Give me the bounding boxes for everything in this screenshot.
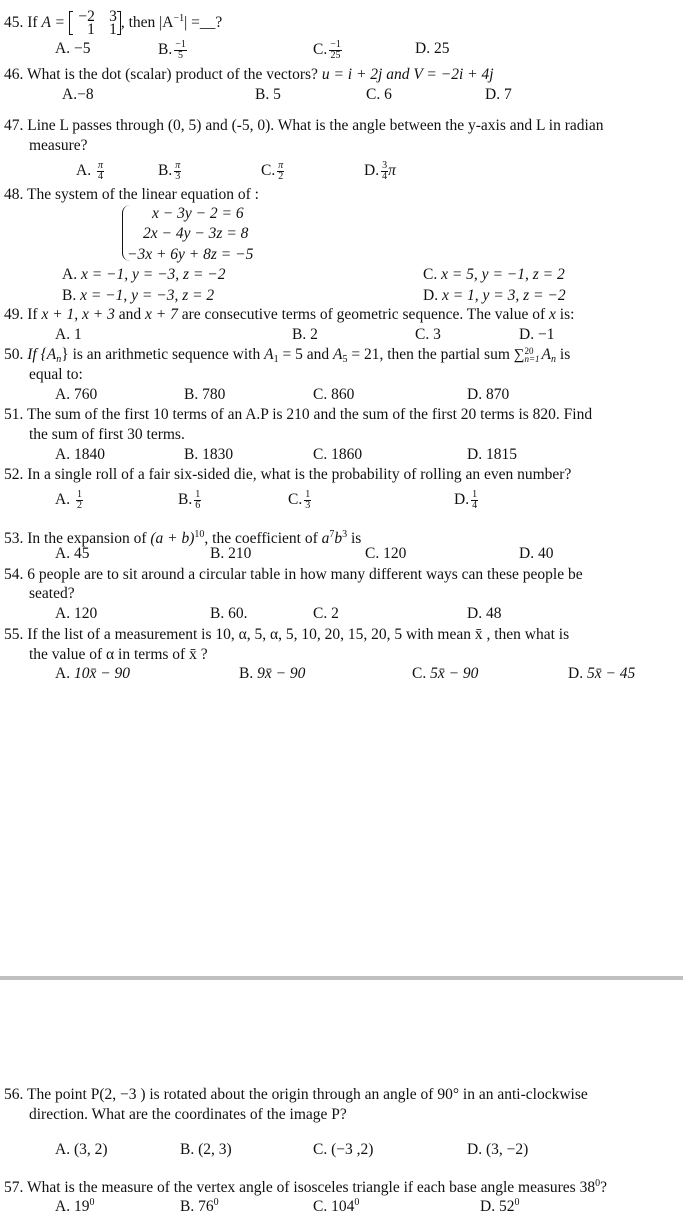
option-52-b[interactable] xyxy=(178,490,201,511)
fraction xyxy=(277,161,284,182)
option-label: B. xyxy=(180,1198,195,1215)
denominator: 2 xyxy=(76,500,82,511)
option-50-c[interactable] xyxy=(313,386,354,404)
option-label: D. xyxy=(467,605,483,622)
math-text: A xyxy=(541,346,552,363)
math-text: x + 1, x + 3 xyxy=(41,306,115,323)
option-label: B. xyxy=(158,162,173,180)
question-54-stem xyxy=(4,566,583,584)
matrix-cell: −2 xyxy=(78,8,95,26)
matrix-a xyxy=(69,8,121,39)
option-text: 6 xyxy=(384,86,392,103)
option-label: C. xyxy=(313,446,328,463)
option-label: D. xyxy=(467,446,483,463)
option-label: B. xyxy=(210,605,225,622)
option-56-d[interactable] xyxy=(467,1141,528,1159)
option-50-a[interactable] xyxy=(55,386,97,404)
question-50-stem-cont xyxy=(29,366,83,384)
stem-text: and xyxy=(118,306,142,323)
option-text: −1 xyxy=(537,326,555,343)
option-text: −8 xyxy=(77,86,94,103)
option-text: 5 xyxy=(273,86,281,103)
math-text: A xyxy=(332,346,343,363)
option-54-a[interactable] xyxy=(55,605,97,623)
option-text: 5x̄ − 45 xyxy=(586,665,636,682)
option-text: 25 xyxy=(433,40,450,57)
option-text: 60. xyxy=(228,605,248,622)
denominator: 2 xyxy=(278,171,284,182)
subscript: 1 xyxy=(273,354,279,365)
stem-text: } is an arithmetic sequence with xyxy=(61,346,261,363)
denominator: 4 xyxy=(97,171,103,182)
option-50-b[interactable] xyxy=(184,386,225,404)
sum-limits xyxy=(524,347,539,363)
fraction xyxy=(304,490,311,511)
option-label: D. xyxy=(467,386,483,403)
option-label: C. xyxy=(313,41,328,59)
fraction xyxy=(174,40,187,61)
matrix-cell: 1 xyxy=(87,21,95,39)
option-57-a[interactable] xyxy=(55,1194,94,1216)
option-text: 5x̄ − 90 xyxy=(430,665,479,682)
question-number: 55. xyxy=(4,626,24,643)
option-label: D. xyxy=(467,1141,483,1158)
fraction xyxy=(97,161,104,182)
question-number: 46. xyxy=(4,66,24,83)
numerator: π xyxy=(175,160,181,171)
denominator: 4 xyxy=(382,171,388,182)
option-label: A. xyxy=(62,86,78,103)
option-55-b[interactable] xyxy=(239,665,305,683)
denominator: 5 xyxy=(178,50,184,61)
option-label: B. xyxy=(292,326,307,343)
fraction xyxy=(174,161,181,182)
superscript: 0 xyxy=(595,1178,601,1189)
question-46-stem xyxy=(4,66,494,84)
math-text: = 21 xyxy=(351,346,380,363)
option-text: 860 xyxy=(331,386,355,403)
stem-text: The point P(2, −3 ) is rotated about the origin through an angle of 90° in an anti-clockwise xyxy=(26,1086,588,1103)
stem-text: seated? xyxy=(29,585,75,602)
option-51-c[interactable] xyxy=(313,446,362,464)
option-47-c[interactable] xyxy=(261,161,284,182)
question-47-stem xyxy=(4,117,603,135)
option-text: 120 xyxy=(73,605,98,622)
option-label: A. xyxy=(76,162,92,180)
question-55-stem-cont xyxy=(29,646,208,664)
question-50-stem xyxy=(4,346,570,369)
question-54-stem-cont xyxy=(29,585,75,603)
fraction xyxy=(194,490,201,511)
stem-text: 6 people are to sit around a circular table in how many different ways can these people be xyxy=(23,566,583,583)
stem-text: The sum of the first 10 terms of an A.P is 210 and the sum of the first 20 terms is 820. Find xyxy=(26,406,593,423)
question-number: 51. xyxy=(4,406,24,423)
option-label: D. xyxy=(423,287,439,304)
stem-text: and xyxy=(306,346,330,363)
sigma-icon: ∑ xyxy=(513,347,525,363)
option-51-a[interactable] xyxy=(55,446,105,464)
stem-text: measure? xyxy=(29,137,88,154)
option-text: 1830 xyxy=(202,446,234,463)
option-label: A. xyxy=(55,491,71,509)
option-54-b[interactable] xyxy=(210,605,247,623)
option-label: C. xyxy=(261,162,276,180)
question-56-stem xyxy=(4,1086,588,1104)
option-label: A. xyxy=(55,605,71,622)
denominator: 25 xyxy=(330,50,341,61)
option-label: C. xyxy=(313,1198,328,1215)
math-text: u = i + 2j and V = −2i + 4j xyxy=(321,66,494,83)
question-45-stem xyxy=(4,8,223,39)
subscript: 5 xyxy=(342,354,348,365)
option-47-d[interactable] xyxy=(364,161,396,182)
option-text: 9x̄ − 90 xyxy=(257,665,306,682)
option-label: A. xyxy=(55,40,71,57)
subscript: n xyxy=(56,354,62,365)
fraction xyxy=(76,490,83,511)
option-label: C. xyxy=(423,266,438,283)
subscript: n xyxy=(551,354,557,365)
stem-text: the value of α in terms of x̄ ? xyxy=(29,646,208,663)
equation-3: −3x + 6y + 8z = −5 xyxy=(127,246,254,263)
stem-text: is xyxy=(351,530,362,547)
option-text: 2 xyxy=(310,326,318,343)
stem-text: If xyxy=(27,306,38,323)
numerator: 1 xyxy=(76,489,82,500)
option-48-c[interactable] xyxy=(423,266,565,284)
numerator: 3 xyxy=(382,160,388,171)
option-57-c[interactable] xyxy=(313,1194,359,1216)
question-number: 48. xyxy=(4,186,24,203)
option-52-d[interactable] xyxy=(454,490,478,511)
question-51-stem xyxy=(4,406,592,424)
option-label: D. xyxy=(480,1198,496,1215)
option-text: x = −1, y = −3, z = 2 xyxy=(80,287,215,304)
option-57-d[interactable] xyxy=(480,1194,519,1216)
stem-text: Line L passes through (0, 5) and (-5, 0). What is the angle between the y-axis and L in radian xyxy=(27,117,604,134)
option-label: A. xyxy=(62,266,78,283)
option-text: 52 xyxy=(498,1198,515,1215)
option-51-b[interactable] xyxy=(184,446,233,464)
option-46-a[interactable] xyxy=(62,86,94,104)
numerator: 1 xyxy=(305,489,311,500)
option-label: C. xyxy=(415,326,430,343)
math-text: x + 7 xyxy=(145,306,178,323)
math-text: a xyxy=(321,530,330,547)
pi-symbol: π xyxy=(388,162,396,180)
numerator: 1 xyxy=(195,489,201,500)
stem-text: , the coefficient of xyxy=(204,530,318,547)
option-label: B. xyxy=(178,491,193,509)
math-text: = 5 xyxy=(282,346,303,363)
question-number: 52. xyxy=(4,466,24,483)
option-45-a[interactable] xyxy=(55,40,90,58)
denominator: 3 xyxy=(305,500,311,511)
stem-text: What is the measure of the vertex angle of isosceles triangle if each base angle measures 38 xyxy=(26,1179,596,1196)
option-text: (3, 2) xyxy=(73,1141,108,1158)
stem-text: | =__? xyxy=(184,14,223,31)
option-46-c[interactable] xyxy=(366,86,392,104)
option-label: A. xyxy=(55,386,71,403)
option-text: (−3 ,2) xyxy=(331,1141,374,1158)
question-number: 53. xyxy=(4,530,24,547)
option-47-b[interactable] xyxy=(158,161,181,182)
math-text: If {A xyxy=(27,346,57,363)
math-text: x xyxy=(549,306,556,323)
question-number: 54. xyxy=(4,566,24,583)
math-text: b xyxy=(334,530,343,547)
option-label: D. xyxy=(415,40,431,57)
matrix-cell: 1 xyxy=(109,21,117,39)
option-label: D. xyxy=(519,326,535,343)
superscript: 0 xyxy=(89,1197,95,1208)
option-label: C. xyxy=(412,665,427,682)
equation-1: x − 3y − 2 = 6 xyxy=(152,205,244,222)
option-53-d[interactable] xyxy=(519,545,553,563)
option-text: x = 1, y = 3, z = −2 xyxy=(441,287,566,304)
superscript: 10 xyxy=(194,529,205,540)
option-text: x = 5, y = −1, z = 2 xyxy=(441,266,565,283)
stem-text: What is the dot (scalar) product of the vectors? xyxy=(26,66,318,83)
option-46-d[interactable] xyxy=(485,86,512,104)
option-label: B. xyxy=(239,665,254,682)
denominator: 3 xyxy=(175,171,181,182)
superscript: 7 xyxy=(329,529,335,540)
stem-text: In the expansion of xyxy=(27,530,147,547)
option-label: B. xyxy=(62,287,77,304)
option-text: 760 xyxy=(73,386,98,403)
question-55-stem xyxy=(4,626,569,644)
option-54-c[interactable] xyxy=(313,605,339,623)
math-text: A = xyxy=(41,14,65,31)
numerator: π xyxy=(97,160,103,171)
stem-text: , then the partial sum xyxy=(379,346,510,363)
denominator: 4 xyxy=(472,500,478,511)
option-text: 40 xyxy=(537,545,554,562)
option-text: 870 xyxy=(485,386,510,403)
question-number: 57. xyxy=(4,1179,24,1196)
option-49-d[interactable] xyxy=(519,326,554,344)
option-text: 3 xyxy=(433,326,441,343)
option-label: A. xyxy=(55,665,71,682)
question-number: 45. xyxy=(4,14,24,31)
option-text: 1840 xyxy=(73,446,105,463)
option-text: 210 xyxy=(228,545,252,562)
numerator: π xyxy=(278,160,284,171)
option-label: B. xyxy=(180,1141,195,1158)
numerator: −1 xyxy=(330,39,341,50)
option-45-b[interactable] xyxy=(158,40,187,61)
question-number: 50. xyxy=(4,346,24,363)
question-56-stem-cont xyxy=(29,1106,347,1124)
option-text: 1815 xyxy=(485,446,517,463)
stem-text: are consecutive terms of geometric sequence. The value of xyxy=(181,306,546,323)
option-text: 120 xyxy=(383,545,407,562)
option-56-b[interactable] xyxy=(180,1141,232,1159)
option-50-d[interactable] xyxy=(467,386,509,404)
stem-text: In a single roll of a fair six-sided die, what is the probability of rolling an even number? xyxy=(27,466,572,483)
option-49-a[interactable] xyxy=(55,326,82,344)
option-53-a[interactable] xyxy=(55,545,89,563)
option-47-a[interactable] xyxy=(76,161,104,182)
stem-text: ? xyxy=(600,1179,607,1196)
option-55-d[interactable] xyxy=(568,665,635,683)
option-56-c[interactable] xyxy=(313,1141,373,1159)
option-text: 10x̄ − 90 xyxy=(73,665,131,682)
matrix-cell: 3 xyxy=(109,8,117,26)
option-text: x = −1, y = −3, z = −2 xyxy=(80,266,226,283)
question-47-stem-cont xyxy=(29,137,88,155)
option-text: 1 xyxy=(73,326,82,343)
option-text: 1860 xyxy=(331,446,363,463)
fraction xyxy=(471,490,478,511)
option-label: D. xyxy=(568,665,584,682)
option-text: 104 xyxy=(331,1198,355,1215)
option-text: 45 xyxy=(73,545,90,562)
option-label: B. xyxy=(255,86,270,103)
option-label: D. xyxy=(364,162,380,180)
stem-text: If the list of a measurement is 10, α, 5, α, 5, 10, 20, 15, 20, 5 with mean x̄ , then what is xyxy=(27,626,570,643)
option-53-b[interactable] xyxy=(210,545,251,563)
stem-text: If xyxy=(27,14,38,31)
option-52-a[interactable] xyxy=(55,490,83,511)
option-text: (2, 3) xyxy=(198,1141,232,1158)
math-text: A xyxy=(264,346,274,363)
option-text: 76 xyxy=(198,1198,214,1215)
stem-text: equal to: xyxy=(29,366,83,383)
numerator: 1 xyxy=(472,489,478,500)
option-label: C. xyxy=(365,545,380,562)
option-54-d[interactable] xyxy=(467,605,501,623)
option-51-d[interactable] xyxy=(467,446,517,464)
option-text: −5 xyxy=(73,40,91,57)
option-label: D. xyxy=(485,86,501,103)
option-label: C. xyxy=(313,605,328,622)
stem-text: the sum of first 30 terms. xyxy=(29,426,185,443)
superscript: 0 xyxy=(514,1197,520,1208)
equation-2: 2x − 4y − 3z = 8 xyxy=(143,225,249,242)
option-label: B. xyxy=(210,545,225,562)
option-label: A. xyxy=(55,446,71,463)
option-label: C. xyxy=(288,491,303,509)
stem-text: direction. What are the coordinates of the image P? xyxy=(29,1106,347,1123)
denominator: 6 xyxy=(195,500,201,511)
question-49-stem xyxy=(4,306,574,324)
option-label: A. xyxy=(55,1198,71,1215)
question-48-stem xyxy=(4,186,259,204)
option-48-b[interactable] xyxy=(62,287,214,305)
option-label: C. xyxy=(313,386,328,403)
option-55-c[interactable] xyxy=(412,665,478,683)
sum-upper: 20 xyxy=(524,346,534,357)
option-label: B. xyxy=(184,386,199,403)
question-number: 56. xyxy=(4,1086,24,1103)
option-57-b[interactable] xyxy=(180,1194,219,1216)
option-55-a[interactable] xyxy=(55,665,130,683)
option-52-c[interactable] xyxy=(288,490,311,511)
option-label: A. xyxy=(55,545,71,562)
option-49-c[interactable] xyxy=(415,326,441,344)
option-label: A. xyxy=(55,326,71,343)
option-text: 7 xyxy=(503,86,512,103)
option-label: D. xyxy=(519,545,535,562)
superscript: 0 xyxy=(354,1197,360,1208)
option-label: D. xyxy=(454,491,470,509)
option-49-b[interactable] xyxy=(292,326,318,344)
option-label: B. xyxy=(158,41,173,59)
option-53-c[interactable] xyxy=(365,545,406,563)
question-number: 49. xyxy=(4,306,24,323)
stem-text: is: xyxy=(559,306,575,323)
option-label: A. xyxy=(55,1141,71,1158)
option-48-a[interactable] xyxy=(62,266,226,284)
sum-lower: n=1 xyxy=(524,354,540,365)
option-label: C. xyxy=(366,86,381,103)
option-45-d[interactable] xyxy=(415,40,449,58)
option-text: 780 xyxy=(202,386,226,403)
superscript: −1 xyxy=(173,13,185,24)
option-48-d[interactable] xyxy=(423,287,566,305)
question-52-stem xyxy=(4,466,571,484)
option-text: 2 xyxy=(331,605,339,622)
stem-text: The system of the linear equation of : xyxy=(26,186,259,203)
fraction xyxy=(329,40,342,61)
option-text: 19 xyxy=(73,1198,90,1215)
option-56-a[interactable] xyxy=(55,1141,108,1159)
option-label: B. xyxy=(184,446,199,463)
question-number: 47. xyxy=(4,117,24,134)
option-45-c[interactable] xyxy=(313,40,342,61)
numerator: −1 xyxy=(175,39,186,50)
option-text: (3, −2) xyxy=(485,1141,529,1158)
stem-text: , then |A xyxy=(120,14,174,31)
math-text: (a + b) xyxy=(150,530,195,547)
superscript: 3 xyxy=(342,529,348,540)
option-text: 48 xyxy=(485,605,502,622)
option-46-b[interactable] xyxy=(255,86,281,104)
question-51-stem-cont xyxy=(29,426,185,444)
exam-page-bottom xyxy=(0,980,683,1215)
option-label: C. xyxy=(313,1141,328,1158)
superscript: 0 xyxy=(213,1197,219,1208)
stem-text: is xyxy=(559,346,571,363)
